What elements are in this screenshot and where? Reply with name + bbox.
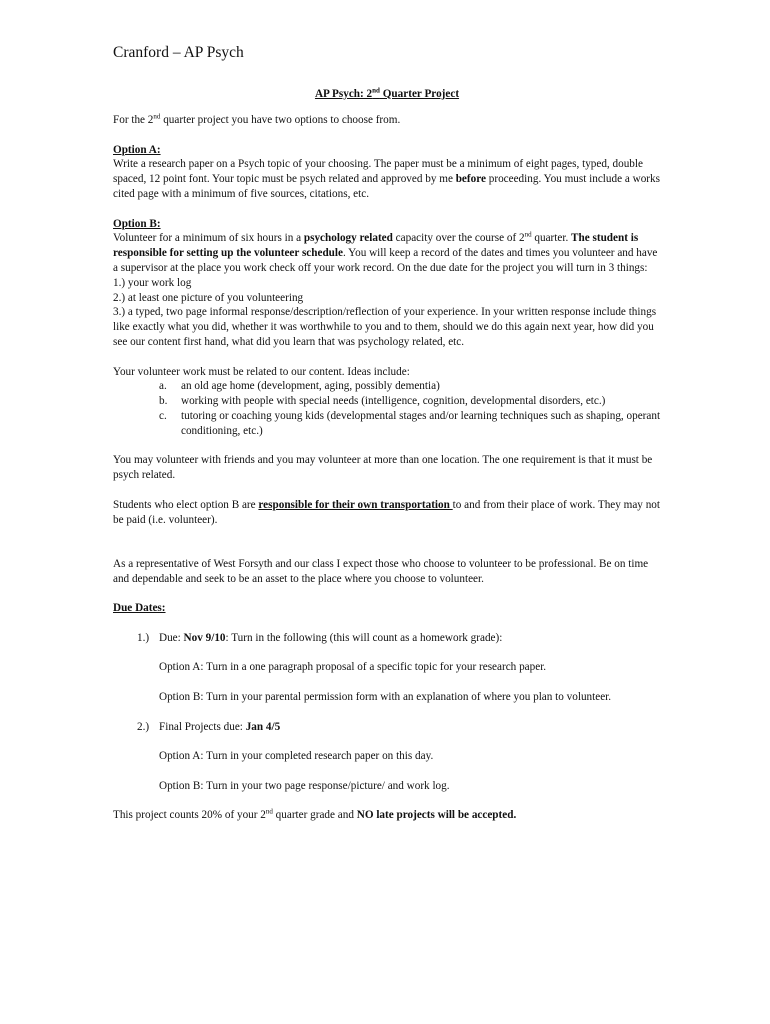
option-a-text2: proceeding. You must include a works cited page with a minimum of five sources, citations, etc. <box>113 173 660 200</box>
title-sup: nd <box>372 86 380 95</box>
transport-suffix: to and from their place of work. They may not be paid (i.e. volunteer). <box>113 498 660 526</box>
due-marker-1: 1.) <box>137 631 150 644</box>
list-text: tutoring or coaching young kids (developmental stages and/or learning techniques such as shaping, operant conditioning, etc.) <box>181 409 661 437</box>
option-b-text-d: . You will keep a record of the dates and times you volunteer and have a supervisor at the place you work check off your work record. On the due date for the project you will turn in 3 things: <box>113 247 658 274</box>
due-dates-heading: Due Dates: <box>113 602 166 615</box>
ideas-intro: Your volunteer work must be related to our content. Ideas include: <box>113 365 410 378</box>
list-item <box>113 379 661 394</box>
document-title <box>113 88 661 100</box>
transport-bold: responsible for their own transportation <box>258 498 453 511</box>
due-item-2-prefix: Final Projects due: <box>159 720 246 733</box>
due-item-1-date: Nov 9/10 <box>183 631 226 644</box>
due-item-1-suffix: : Turn in the following (this will count as a homework grade): <box>225 631 503 644</box>
due-item-1-prefix: Due: <box>159 631 184 644</box>
intro-sup: nd <box>153 112 161 121</box>
option-b-item-1: 1.) your work log <box>113 276 192 289</box>
option-a-paragraph <box>113 157 661 201</box>
list-marker: c. <box>159 409 167 422</box>
due-item-2-option-a: Option A: Turn in your completed research paper on this day. <box>159 750 434 763</box>
due-item-1 <box>113 631 661 646</box>
intro-paragraph <box>113 113 661 128</box>
list-marker: a. <box>159 380 167 393</box>
closing-prefix: This project counts 20% of your 2 <box>113 809 266 822</box>
option-b-bold1: psychology related <box>303 232 393 245</box>
transport-paragraph <box>113 498 661 528</box>
due-item-1-option-b: Option B: Turn in your parental permission form with an explanation of where you plan to volunteer. <box>159 691 612 704</box>
option-a-heading: Option A: <box>113 143 161 156</box>
intro-suffix: quarter project you have two options to choose from. <box>160 114 401 126</box>
list-item <box>113 409 661 439</box>
title-prefix: AP Psych: 2 <box>314 88 373 100</box>
option-b-bold2: The student is responsible for setting up the volunteer schedule <box>113 232 639 260</box>
option-b-item-2: 2.) at least one picture of you volunteering <box>113 291 304 304</box>
friends-paragraph: You may volunteer with friends and you may volunteer at more than one location. The one requirement is that it must be psych related. <box>113 454 653 482</box>
option-b-paragraph <box>113 231 661 275</box>
list-text: working with people with special needs (intelligence, cognition, developmental disorders, etc.) <box>181 395 606 408</box>
closing-middle: quarter grade and <box>272 809 357 822</box>
closing-sup: nd <box>265 807 273 816</box>
option-b-sup: nd <box>524 230 532 239</box>
closing-bold: NO late projects will be accepted. <box>356 809 517 822</box>
option-b-text-b: capacity over the course of 2 <box>392 232 525 245</box>
option-a-text1: Write a research paper on a Psych topic of your choosing. The paper must be a minimum of eight pages, typed, double spaced, 12 point font. Your topic must be psych related and approved by me <box>113 158 643 186</box>
list-text: an old age home (development, aging, possibly dementia) <box>181 380 440 393</box>
closing-paragraph <box>113 808 661 823</box>
document-page <box>113 44 661 823</box>
due-item-2 <box>113 720 661 735</box>
due-item-2-option-b: Option B: Turn in your two page response/picture/ and work log. <box>159 779 450 792</box>
due-item-2-date: Jan 4/5 <box>245 720 281 733</box>
list-marker: b. <box>159 395 168 408</box>
option-b-text-a: Volunteer for a minimum of six hours in a <box>113 232 304 245</box>
intro-prefix: For the 2 <box>113 114 154 126</box>
option-b-heading: Option B: <box>113 217 161 230</box>
document-header: Cranford – AP Psych <box>113 44 244 61</box>
due-item-1-option-a: Option A: Turn in a one paragraph proposal of a specific topic for your research paper. <box>159 661 547 674</box>
option-b-item-3: 3.) a typed, two page informal response/description/reflection of your experience. In your written response include things like exactly what you did, whether it was worthwhile to you and to them, should we do this again next year, how did you see our content first hand, what did you learn that was psychology related, etc. <box>113 306 657 348</box>
transport-prefix: Students who elect option B are <box>113 498 259 511</box>
title-suffix: Quarter Project <box>379 88 460 100</box>
ideas-list <box>113 379 661 438</box>
option-b-text-c: quarter. <box>531 232 572 245</box>
list-item <box>113 394 661 409</box>
representative-paragraph: As a representative of West Forsyth and our class I expect those who choose to volunteer to be professional. Be on time and dependable and seek to be an asset to the place where you choose to volunteer. <box>113 557 649 585</box>
option-a-bold: before <box>455 173 486 186</box>
due-marker-2: 2.) <box>137 720 150 733</box>
